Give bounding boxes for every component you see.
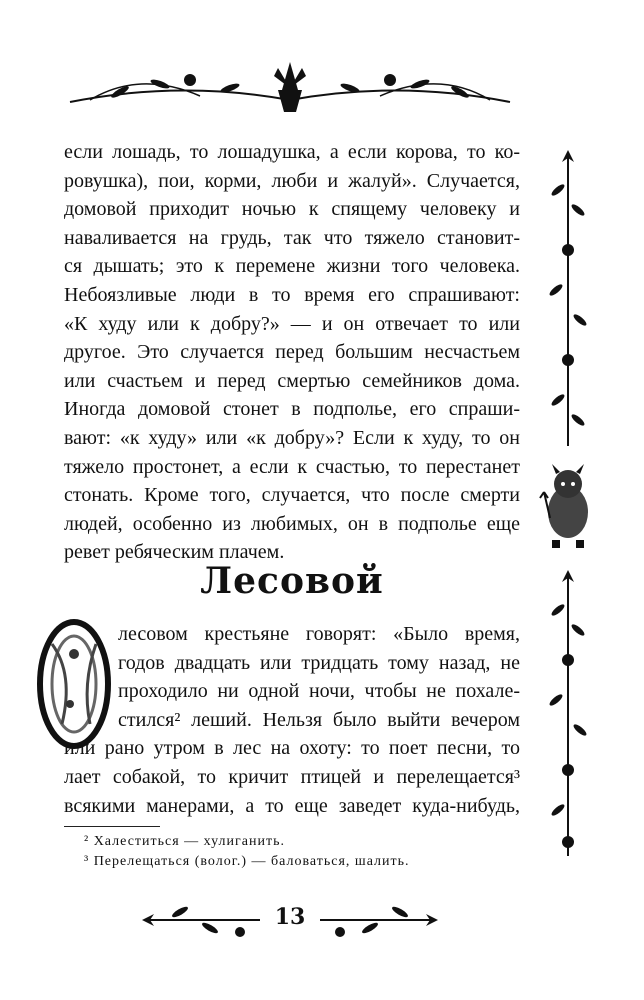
domovoy-creature-illustration [538,462,598,552]
footnote-divider [64,826,160,827]
body-line: ся дышать; это к перемене жизни того человека. [64,255,520,278]
section-line: проходило ни одной ночи, чтобы не похале- [118,680,520,703]
footnote: ³ Перелещаться (волог.) — баловаться, шалить. [84,854,410,869]
body-line: или счастьем и перед смертью семейников дома. [64,369,520,392]
body-line: людей, особенно из любимых, он в подполье еще [64,512,520,535]
body-line: Иногда домовой стонет в подполье, его спраши- [64,398,520,421]
body-line: другое. Это случается перед большим несчастьем [64,341,520,364]
footnote: ² Халеститься — хулиганить. [84,834,285,849]
body-line: если лошадь, то лошадушка, а если корова, то ко- [64,141,520,163]
body-line: Небоязливые люди в то время его спрашивают: [64,283,520,306]
body-line: домовой приходит ночью к спящему человеку и [64,198,520,221]
body-text [64,138,520,567]
body-line: тяжело простонет, а если к счастью, то перестанет [64,455,520,478]
section-line: лесовом крестьяне говорят: «Было время, [118,623,520,645]
section-line: стился² леший. Нельзя было выйти вечером [118,708,520,731]
body-line: стонать. Кроме того, случается, что после смерти [64,484,520,507]
vine-arrow-ornament [538,570,598,860]
section-line: или рано утром в лес на охоту: то поет песни, то [64,737,520,760]
section-line: лает собакой, то кричит птицей и перелещается³ [64,766,520,788]
page-number: 13 [274,904,306,930]
section-line: всякими манерами, а то еще заведет куда-нибудь, [64,794,520,817]
body-line: ровушка), пои, корми, люби и жалуй». Случается, [64,169,520,192]
top-thistle-ornament [60,40,520,120]
body-line: ревет ребяческим плачем. [64,541,285,564]
body-line: наваливается на грудь, так что тяжело становит- [64,226,520,249]
section-title: Лесовой [200,560,384,602]
body-line: вают: «к худу» или «к добру»? Если к худу, то он [64,426,520,449]
vine-arrow-ornament [538,150,598,450]
body-line: «К худу или к добру?» — и он отвечает то или [64,312,520,335]
section-line: годов двадцать или тридцать тому назад, не [118,651,520,674]
